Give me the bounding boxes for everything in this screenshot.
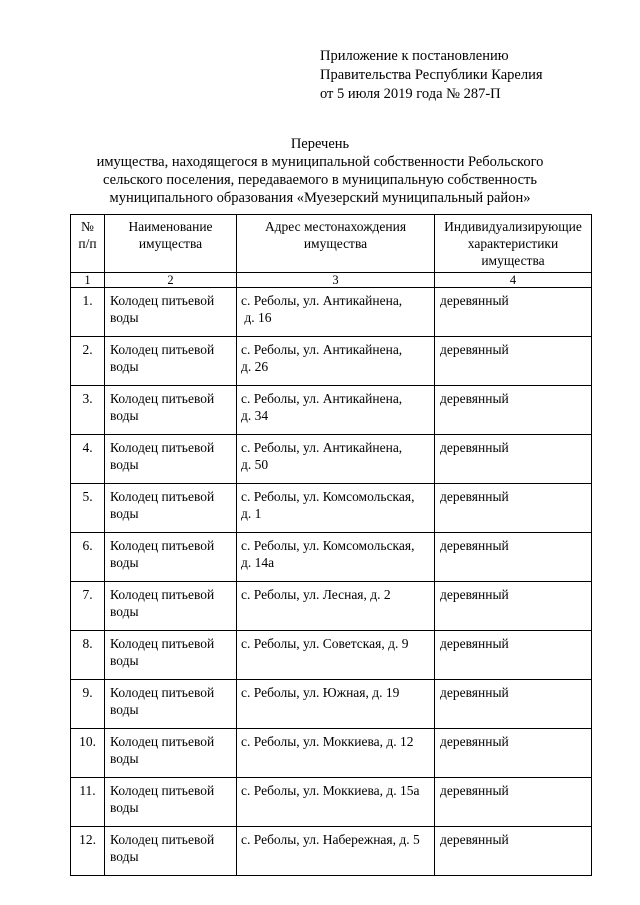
row-characteristics: деревянный [435, 582, 592, 631]
property-table [70, 214, 592, 876]
title-line-3: сельского поселения, передаваемого в муниципальную собственность [103, 172, 537, 188]
row-address: с. Реболы, ул. Моккиева, д. 12 [237, 729, 435, 778]
table-row [71, 337, 592, 386]
row-property-name: Колодец питьевой воды [105, 484, 237, 533]
row-address: с. Реболы, ул. Комсомольская, д. 1 [237, 484, 435, 533]
table-row [71, 435, 592, 484]
row-property-name: Колодец питьевой воды [105, 533, 237, 582]
row-number: 2. [71, 337, 105, 386]
document-title [60, 135, 580, 207]
table-body [71, 288, 592, 876]
row-property-name: Колодец питьевой воды [105, 288, 237, 337]
row-property-name: Колодец питьевой воды [105, 337, 237, 386]
row-property-name: Колодец питьевой воды [105, 386, 237, 435]
row-characteristics: деревянный [435, 827, 592, 876]
column-number: 2 [105, 273, 237, 288]
row-property-name: Колодец питьевой воды [105, 729, 237, 778]
table-header-row [71, 215, 592, 273]
row-characteristics: деревянный [435, 337, 592, 386]
row-address: с. Реболы, ул. Лесная, д. 2 [237, 582, 435, 631]
row-address: с. Реболы, ул. Южная, д. 19 [237, 680, 435, 729]
table-row [71, 680, 592, 729]
row-characteristics: деревянный [435, 386, 592, 435]
column-number-row [71, 273, 592, 288]
row-property-name: Колодец питьевой воды [105, 582, 237, 631]
row-property-name: Колодец питьевой воды [105, 778, 237, 827]
table-row [71, 631, 592, 680]
row-address: с. Реболы, ул. Антикайнена, д. 50 [237, 435, 435, 484]
row-address: с. Реболы, ул. Советская, д. 9 [237, 631, 435, 680]
row-address: с. Реболы, ул. Антикайнена, д. 34 [237, 386, 435, 435]
row-address: с. Реболы, ул. Антикайнена, д. 16 [237, 288, 435, 337]
column-number: 4 [435, 273, 592, 288]
row-characteristics: деревянный [435, 631, 592, 680]
title-line-2: имущества, находящегося в муниципальной собственности Ребольского [96, 154, 544, 170]
row-characteristics: деревянный [435, 680, 592, 729]
row-number: 3. [71, 386, 105, 435]
appendix-header [320, 47, 620, 104]
row-number: 9. [71, 680, 105, 729]
header-characteristics: Индивидуализирующие характеристики имущества [435, 215, 592, 273]
header-name: Наименование имущества [105, 215, 237, 273]
table-row [71, 386, 592, 435]
row-characteristics: деревянный [435, 729, 592, 778]
row-number: 1. [71, 288, 105, 337]
appendix-line-1: Приложение к постановлению [320, 48, 509, 64]
appendix-line-2: Правительства Республики Карелия [320, 67, 543, 83]
table-row [71, 729, 592, 778]
row-property-name: Колодец питьевой воды [105, 435, 237, 484]
row-address: с. Реболы, ул. Моккиева, д. 15а [237, 778, 435, 827]
row-address: с. Реболы, ул. Набережная, д. 5 [237, 827, 435, 876]
header-number: № п/п [71, 215, 105, 273]
header-address: Адрес местонахождения имущества [237, 215, 435, 273]
table-row [71, 288, 592, 337]
column-number: 3 [237, 273, 435, 288]
row-number: 11. [71, 778, 105, 827]
row-number: 5. [71, 484, 105, 533]
row-address: с. Реболы, ул. Комсомольская, д. 14а [237, 533, 435, 582]
row-characteristics: деревянный [435, 533, 592, 582]
table-row [71, 533, 592, 582]
title-line-1: Перечень [290, 136, 350, 152]
row-number: 10. [71, 729, 105, 778]
row-number: 4. [71, 435, 105, 484]
table-row [71, 827, 592, 876]
row-number: 8. [71, 631, 105, 680]
row-property-name: Колодец питьевой воды [105, 631, 237, 680]
table-row [71, 484, 592, 533]
title-line-4: муниципального образования «Муезерский муниципальный район» [109, 190, 531, 206]
row-address: с. Реболы, ул. Антикайнена, д. 26 [237, 337, 435, 386]
row-property-name: Колодец питьевой воды [105, 680, 237, 729]
row-characteristics: деревянный [435, 484, 592, 533]
row-number: 12. [71, 827, 105, 876]
table-row [71, 778, 592, 827]
row-number: 7. [71, 582, 105, 631]
table-row [71, 582, 592, 631]
row-characteristics: деревянный [435, 778, 592, 827]
row-characteristics: деревянный [435, 288, 592, 337]
column-number: 1 [71, 273, 105, 288]
row-characteristics: деревянный [435, 435, 592, 484]
row-number: 6. [71, 533, 105, 582]
appendix-line-3: от 5 июля 2019 года № 287-П [320, 86, 501, 102]
row-property-name: Колодец питьевой воды [105, 827, 237, 876]
